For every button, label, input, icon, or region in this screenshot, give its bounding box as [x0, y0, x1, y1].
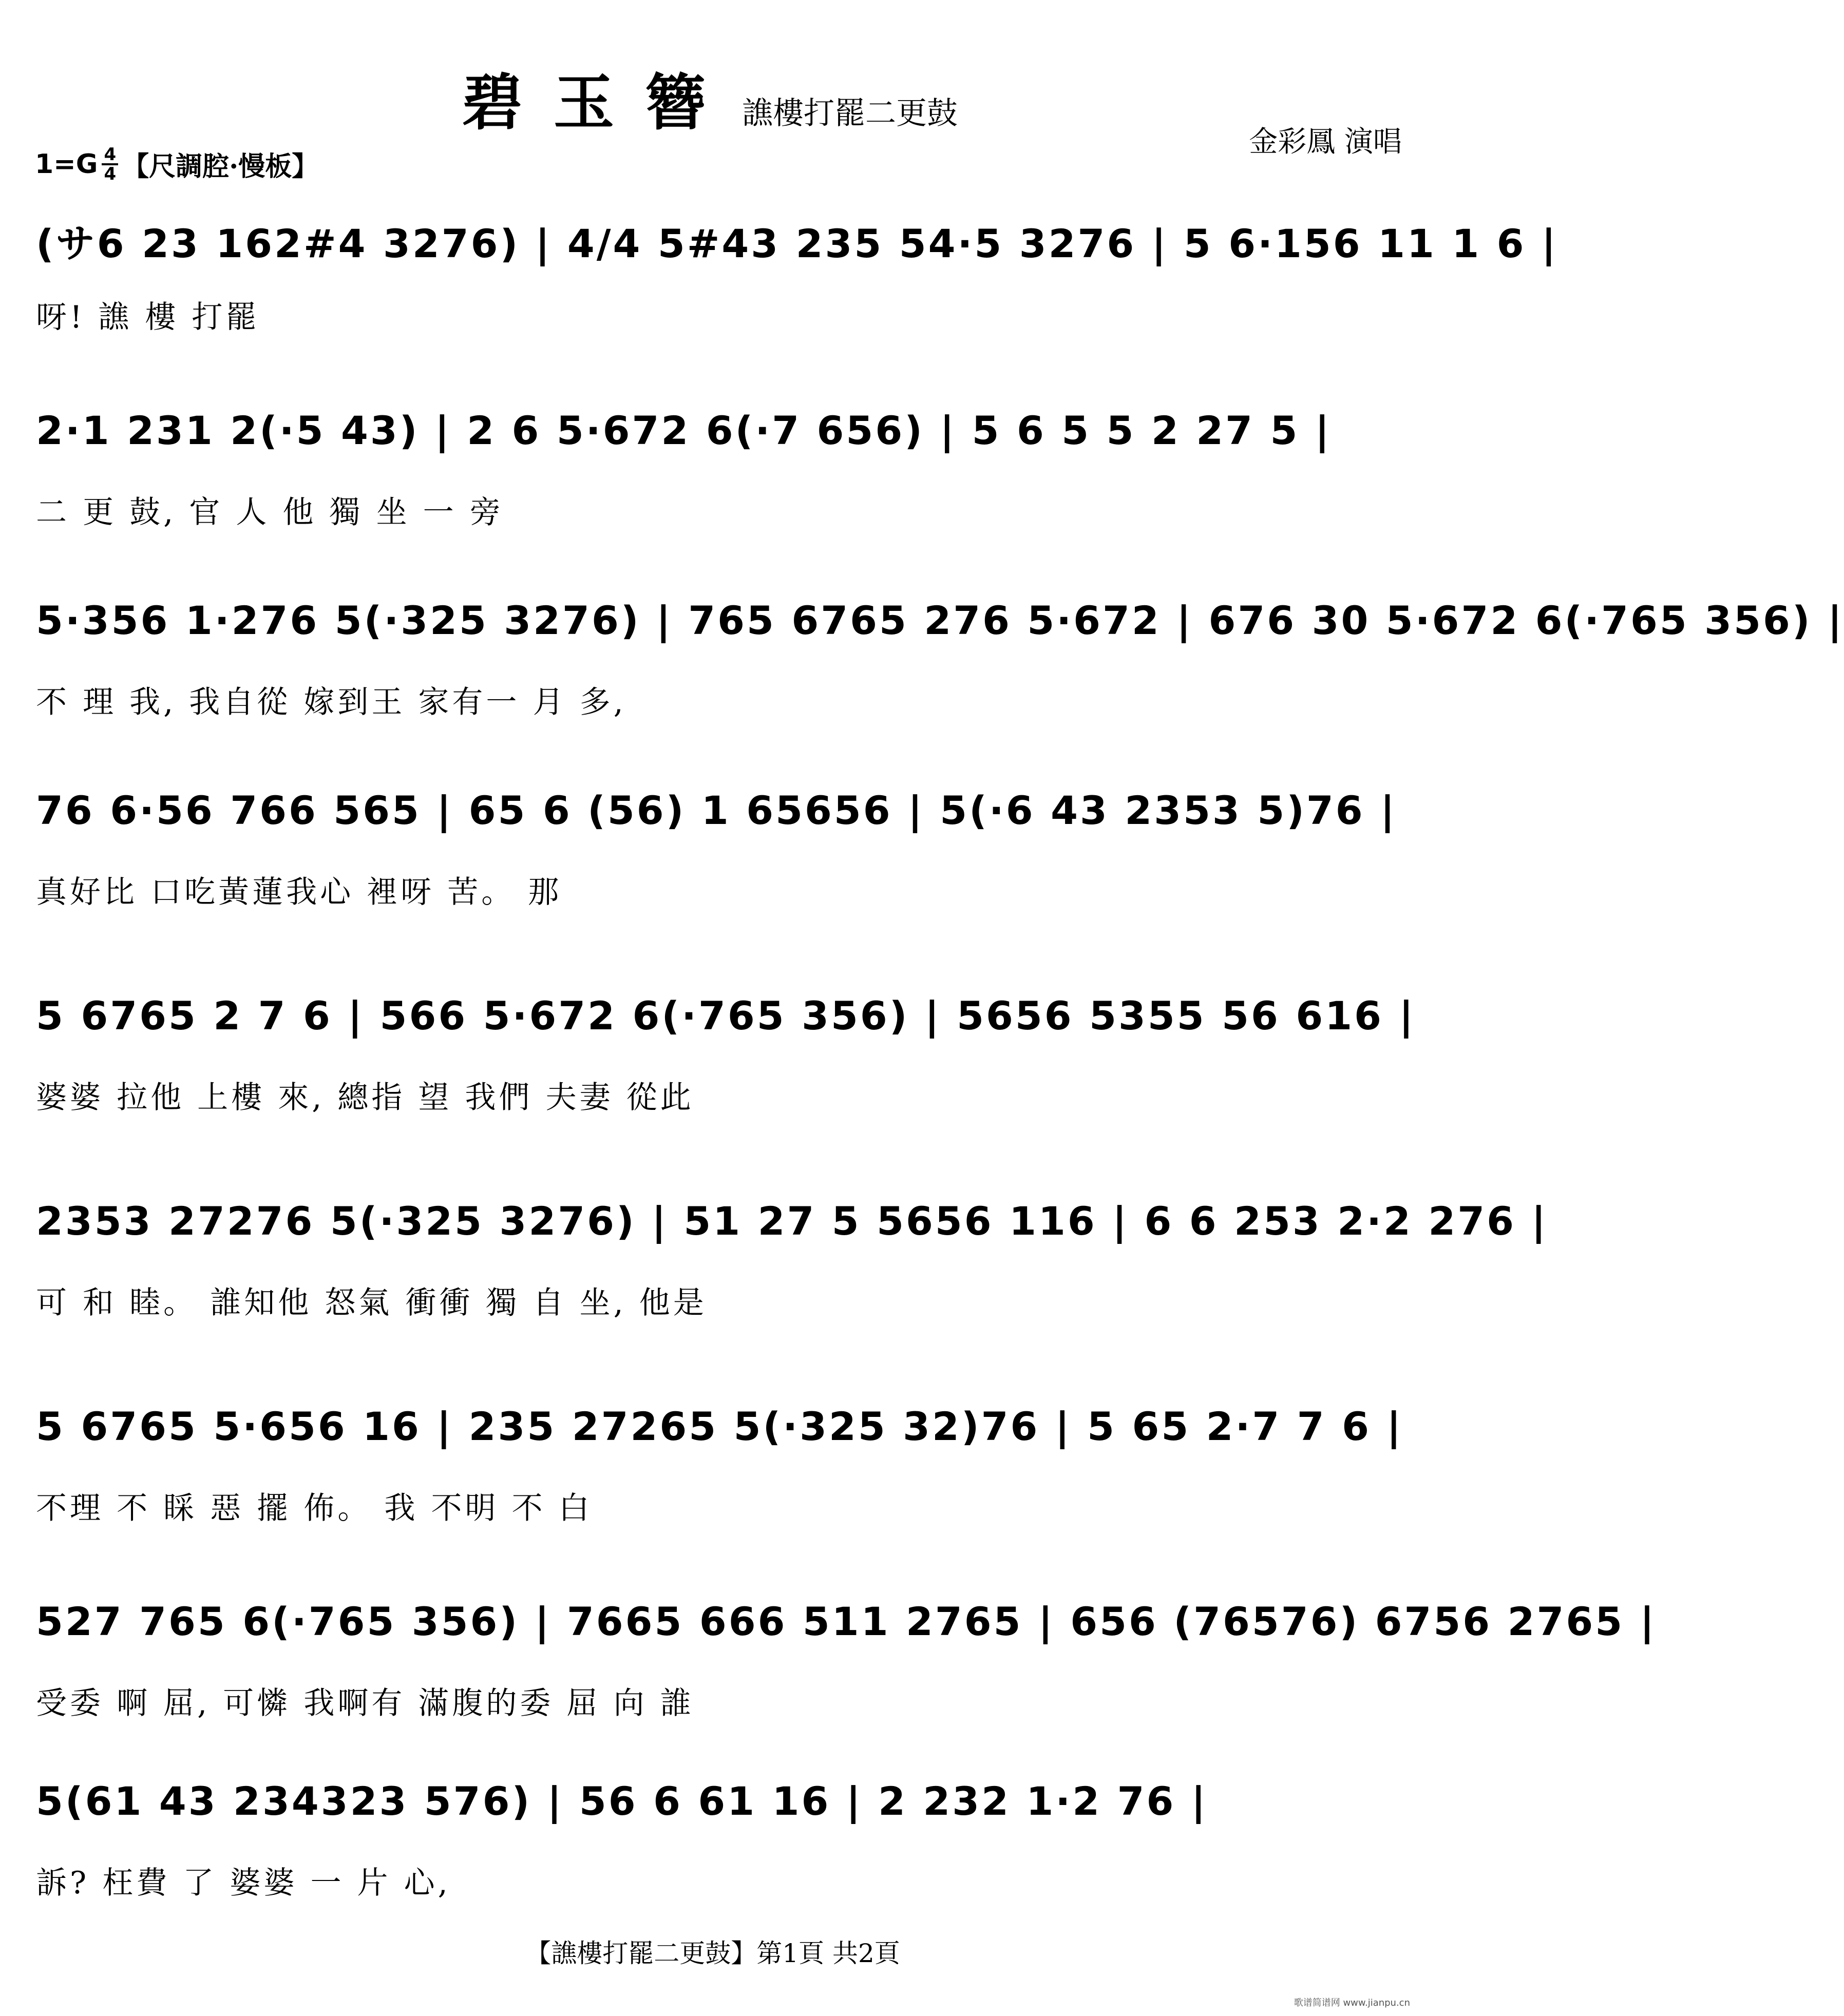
- notation-text: 2·1 231 2(·5 43) | 2 6 5·672 6(·7 656) | 5 6 5 5 2 27 5 |: [36, 408, 1332, 453]
- song-title: 碧玉簪: [462, 67, 737, 138]
- lyrics-line: 呀! 譙 樓 打罷: [36, 299, 260, 335]
- notation-text: 5 6765 5·656 16 | 235 27265 5(·325 32)76 | 5 65 2·7 7 6 |: [36, 1404, 1403, 1449]
- notation-text: 2353 27276 5(·325 3276) | 51 27 5 5656 116 | 6 6 253 2·2 276 |: [36, 1198, 1548, 1244]
- notation-line: [21, 1386, 1407, 1473]
- title-row: [0, 54, 1425, 136]
- lyrics-line: 受委 啊 屈, 可憐 我啊有 滿腹的委 屈 向 誰: [36, 1685, 694, 1721]
- notation-text: 527 765 6(·765 356) | 7665 666 511 2765 | 656 (76576) 6756 2765 |: [36, 1599, 1657, 1644]
- lyrics-line: 可 和 睦。 誰知他 怒氣 衝衝 獨 自 坐, 他是: [36, 1285, 707, 1321]
- notation-text: 76 6·56 766 565 | 65 6 (56) 1 65656 | 5(·6 43 2353 5)76 |: [36, 788, 1397, 833]
- page-footer: 【譙樓打罷二更鼓】第1頁 共2頁: [525, 1938, 900, 1968]
- lyrics-line: 不 理 我, 我自從 嫁到王 家有一 月 多,: [36, 684, 626, 720]
- lyrics-line: 不理 不 睬 惡 擺 佈。 我 不明 不 白: [36, 1490, 593, 1526]
- tempo-marking: 【尺調腔·慢板】: [122, 151, 319, 182]
- notation-line: [21, 390, 1407, 477]
- notation-line: [21, 770, 1407, 857]
- watermark: 歌谱简谱网 www.jianpu.cn: [1294, 1998, 1410, 2008]
- notation-text: 5(61 43 234323 576) | 56 6 61 16 | 2 232 1·2 76 |: [36, 1778, 1208, 1824]
- notation-line: [21, 195, 1558, 282]
- lyrics-line: 二 更 鼓, 官 人 他 獨 坐 一 旁: [36, 494, 504, 530]
- lyrics-line: 訴? 枉費 了 婆婆 一 片 心,: [36, 1865, 451, 1901]
- notation-line: [21, 1761, 1407, 1848]
- notation-line: [21, 580, 1844, 667]
- notation-line: [21, 1181, 1548, 1268]
- lyrics-line: 真好比 口吃黃蓮我心 裡呀 苦。 那: [36, 874, 562, 910]
- time-signature: $\frac{4}{4}$: [102, 146, 118, 183]
- notation-text: 5 6765 2 7 6 | 566 5·672 6(·765 356) | 5656 5355 56 616 |: [36, 993, 1416, 1039]
- key-label: 1=G: [35, 148, 98, 180]
- notation-text: 5·356 1·276 5(·325 3276) | 765 6765 276 5·672 | 676 30 5·672 6(·765 356) |: [36, 598, 1844, 643]
- performer-credit: 金彩鳳 演唱: [1249, 125, 1402, 159]
- notation-line: [21, 1581, 1657, 1668]
- song-subtitle: 譙樓打罷二更鼓: [742, 95, 958, 131]
- lyrics-line: 婆婆 拉他 上樓 來, 總指 望 我們 夫妻 從此: [36, 1080, 694, 1116]
- key-signature: [35, 145, 318, 183]
- notation-line: [21, 975, 1416, 1063]
- notation-text: (サ6 23 162#4 3276) | 4/4 5#43 235 54·5 3276 | 5 6·156 11 1 6 |: [36, 221, 1558, 266]
